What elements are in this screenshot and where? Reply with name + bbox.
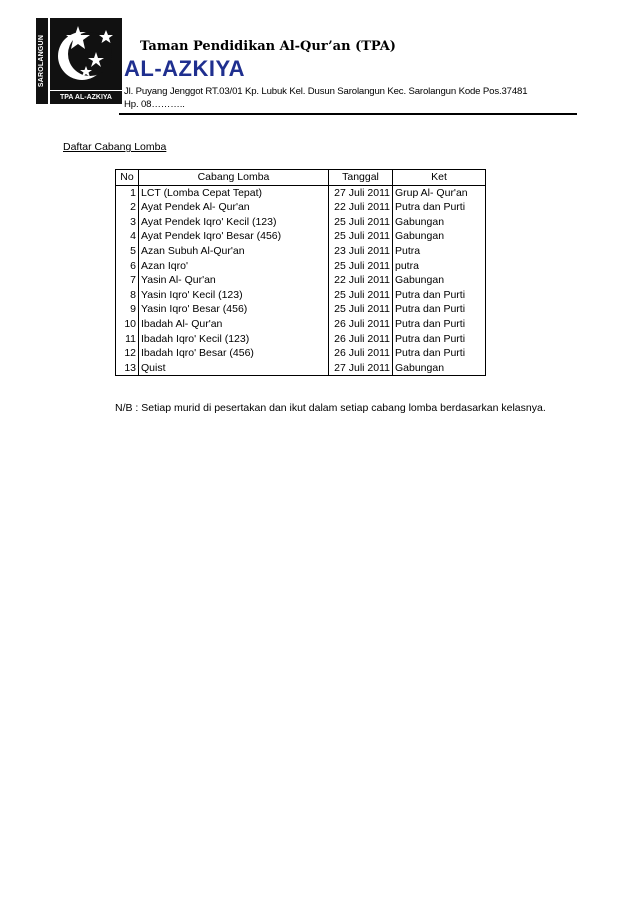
table-row: [116, 215, 486, 230]
header-tanggal: Tanggal: [329, 170, 393, 186]
cell-ket: Gabungan: [393, 361, 486, 376]
school-name: Taman Pendidikan Al-Qur’an (TPA): [140, 39, 396, 54]
table-row: [116, 332, 486, 347]
school-title: AL-AZKIYA: [124, 56, 246, 81]
cell-cabang: Azan Iqro': [139, 259, 329, 274]
cell-no: 7: [116, 273, 139, 288]
table-row: [116, 273, 486, 288]
cell-no: 9: [116, 302, 139, 317]
cell-ket: Gabungan: [393, 215, 486, 230]
cell-cabang: Ibadah Iqro' Kecil (123): [139, 332, 329, 347]
cell-no: 5: [116, 244, 139, 259]
table-header-row: [116, 170, 486, 186]
cell-no: 11: [116, 332, 139, 347]
cell-no: 10: [116, 317, 139, 332]
address-line-1: Jl. Puyang Jenggot RT.03/01 Kp. Lubuk Kel. Dusun Sarolangun Kec. Sarolangun Kode Pos.37481: [124, 86, 528, 97]
cell-cabang: Ayat Pendek Al- Qur'an: [139, 200, 329, 215]
cell-no: 4: [116, 229, 139, 244]
cell-ket: putra: [393, 259, 486, 274]
cell-tanggal: 26 Juli 2011: [329, 346, 393, 361]
cell-cabang: Yasin Iqro' Besar (456): [139, 302, 329, 317]
cell-ket: Putra: [393, 244, 486, 259]
cell-tanggal: 25 Juli 2011: [329, 215, 393, 230]
cell-ket: Putra dan Purti: [393, 332, 486, 347]
table-row: [116, 185, 486, 200]
cell-ket: Gabungan: [393, 273, 486, 288]
cell-no: 2: [116, 200, 139, 215]
cell-tanggal: 22 Juli 2011: [329, 200, 393, 215]
header-divider: [119, 113, 577, 115]
cell-tanggal: 26 Juli 2011: [329, 332, 393, 347]
cell-no: 12: [116, 346, 139, 361]
table-row: [116, 302, 486, 317]
cell-tanggal: 25 Juli 2011: [329, 229, 393, 244]
cell-cabang: Quist: [139, 361, 329, 376]
table-row: [116, 200, 486, 215]
competition-table: [115, 169, 486, 376]
logo-bottom-band: TPA AL-AZKIYA: [50, 91, 122, 104]
table-row: [116, 288, 486, 303]
cell-no: 1: [116, 185, 139, 200]
cell-ket: Putra dan Purti: [393, 346, 486, 361]
table-row: [116, 346, 486, 361]
cell-ket: Putra dan Purti: [393, 317, 486, 332]
table-row: [116, 229, 486, 244]
header-cabang: Cabang Lomba: [139, 170, 329, 186]
cell-no: 13: [116, 361, 139, 376]
cell-cabang: Azan Subuh Al-Qur'an: [139, 244, 329, 259]
address-line-2: Hp. 08………..: [124, 99, 185, 110]
cell-no: 3: [116, 215, 139, 230]
cell-no: 8: [116, 288, 139, 303]
cell-cabang: Ibadah Al- Qur'an: [139, 317, 329, 332]
cell-ket: Putra dan Purti: [393, 288, 486, 303]
cell-ket: Grup Al- Qur'an: [393, 185, 486, 200]
cell-tanggal: 25 Juli 2011: [329, 288, 393, 303]
logo-side-text: SAROLANGUN: [38, 34, 45, 88]
table-row: [116, 244, 486, 259]
cell-tanggal: 27 Juli 2011: [329, 361, 393, 376]
cell-tanggal: 25 Juli 2011: [329, 302, 393, 317]
section-title: Daftar Cabang Lomba: [63, 141, 167, 153]
cell-ket: Putra dan Purti: [393, 302, 486, 317]
cell-tanggal: 27 Juli 2011: [329, 185, 393, 200]
table-row: [116, 361, 486, 376]
footnote: N/B : Setiap murid di pesertakan dan ikut dalam setiap cabang lomba berdasarkan kelasnya.: [115, 402, 546, 414]
cell-tanggal: 22 Juli 2011: [329, 273, 393, 288]
cell-cabang: LCT (Lomba Cepat Tepat): [139, 185, 329, 200]
cell-cabang: Yasin Al- Qur'an: [139, 273, 329, 288]
logo-side-band: [36, 18, 48, 104]
cell-cabang: Ibadah Iqro' Besar (456): [139, 346, 329, 361]
address-block: [124, 85, 527, 111]
table-row: [116, 259, 486, 274]
cell-cabang: Ayat Pendek Iqro' Kecil (123): [139, 215, 329, 230]
crescent-stars-icon: [50, 18, 122, 90]
cell-cabang: Yasin Iqro' Kecil (123): [139, 288, 329, 303]
cell-ket: Gabungan: [393, 229, 486, 244]
cell-ket: Putra dan Purti: [393, 200, 486, 215]
header-ket: Ket: [393, 170, 486, 186]
header-no: No: [116, 170, 139, 186]
cell-tanggal: 25 Juli 2011: [329, 259, 393, 274]
table-row: [116, 317, 486, 332]
logo: [50, 18, 122, 90]
cell-no: 6: [116, 259, 139, 274]
cell-cabang: Ayat Pendek Iqro' Besar (456): [139, 229, 329, 244]
cell-tanggal: 26 Juli 2011: [329, 317, 393, 332]
cell-tanggal: 23 Juli 2011: [329, 244, 393, 259]
